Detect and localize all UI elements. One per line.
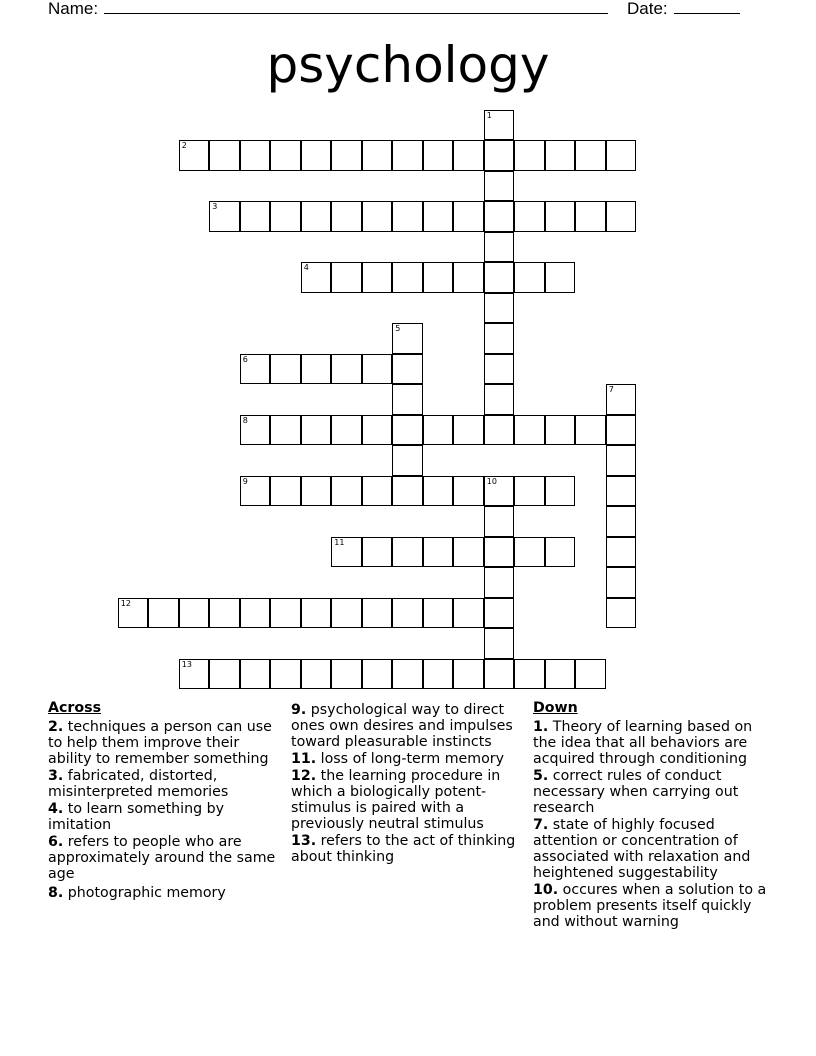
grid-cell[interactable] <box>545 262 576 293</box>
grid-cell[interactable] <box>484 598 515 629</box>
grid-cell[interactable] <box>240 476 271 507</box>
grid-cell[interactable] <box>484 293 515 324</box>
down-heading: Down <box>533 700 578 716</box>
clue-number: 8 <box>242 415 248 425</box>
grid-cell[interactable] <box>606 384 637 415</box>
grid-cell[interactable] <box>484 659 515 690</box>
grid-cell[interactable] <box>270 354 301 385</box>
grid-cell[interactable] <box>301 201 332 232</box>
grid-cell[interactable] <box>453 659 484 690</box>
grid-cell[interactable] <box>270 659 301 690</box>
grid-cell[interactable] <box>301 354 332 385</box>
grid-cell[interactable] <box>423 415 454 446</box>
grid-cell[interactable] <box>514 201 545 232</box>
grid-cell[interactable] <box>179 659 210 690</box>
grid-cell[interactable] <box>484 110 515 141</box>
grid-cell[interactable] <box>514 140 545 171</box>
grid-cell[interactable] <box>484 415 515 446</box>
grid-cell[interactable] <box>240 140 271 171</box>
grid-cell[interactable] <box>331 201 362 232</box>
grid-cell[interactable] <box>209 140 240 171</box>
grid-cell[interactable] <box>514 415 545 446</box>
grid-cell[interactable] <box>514 659 545 690</box>
grid-cell[interactable] <box>362 659 393 690</box>
across-clue-9: 9. psychological way to direct ones own desires and impulses toward pleasurable instincts <box>291 702 513 750</box>
grid-cell[interactable] <box>484 537 515 568</box>
across-clue-3: 3. fabricated, distorted, misinterpreted memories <box>48 768 229 800</box>
grid-cell[interactable] <box>331 262 362 293</box>
grid-cell[interactable] <box>484 567 515 598</box>
down-clue-5: 5. correct rules of conduct necessary when carrying out research <box>533 768 739 816</box>
grid-cell[interactable] <box>423 201 454 232</box>
across-heading: Across <box>48 700 102 716</box>
grid-cell[interactable] <box>301 659 332 690</box>
grid-cell[interactable] <box>392 476 423 507</box>
clue-number: 4 <box>303 263 309 273</box>
grid-cell[interactable] <box>514 537 545 568</box>
clue-number: 12 <box>120 598 131 608</box>
grid-cell[interactable] <box>270 201 301 232</box>
grid-cell[interactable] <box>606 415 637 446</box>
grid-cell[interactable] <box>209 201 240 232</box>
grid-cell[interactable] <box>270 598 301 629</box>
grid-cell[interactable] <box>240 201 271 232</box>
puzzle-title: psychology <box>266 36 550 94</box>
clue-number: 13 <box>181 659 192 669</box>
grid-cell[interactable] <box>331 537 362 568</box>
grid-cell[interactable] <box>362 476 393 507</box>
grid-cell[interactable] <box>423 537 454 568</box>
down-clues-column <box>533 700 769 931</box>
grid-cell[interactable] <box>453 415 484 446</box>
name-label: Name: <box>48 0 99 18</box>
grid-cell[interactable] <box>392 445 423 476</box>
grid-cell[interactable] <box>453 537 484 568</box>
grid-cell[interactable] <box>484 232 515 263</box>
across-clue-2: 2. techniques a person can use to help them improve their ability to remember something <box>48 719 272 767</box>
grid-cell[interactable] <box>362 201 393 232</box>
grid-cell[interactable] <box>392 659 423 690</box>
clue-number: 10 <box>486 476 497 486</box>
down-clue-1: 1. Theory of learning based on the idea that all behaviors are acquired through conditioning <box>533 719 753 767</box>
clue-number: 9 <box>242 476 248 486</box>
grid-cell[interactable] <box>331 415 362 446</box>
grid-cell[interactable] <box>392 354 423 385</box>
grid-cell[interactable] <box>606 140 637 171</box>
grid-cell[interactable] <box>606 201 637 232</box>
grid-cell[interactable] <box>392 384 423 415</box>
grid-cell[interactable] <box>392 201 423 232</box>
grid-cell[interactable] <box>209 598 240 629</box>
grid-cell[interactable] <box>484 384 515 415</box>
clue-number: 11 <box>334 537 345 547</box>
grid-cell[interactable] <box>484 171 515 202</box>
grid-cell[interactable] <box>575 140 606 171</box>
grid-cell[interactable] <box>331 140 362 171</box>
grid-cell[interactable] <box>209 659 240 690</box>
grid-cell[interactable] <box>453 140 484 171</box>
grid-cell[interactable] <box>453 262 484 293</box>
grid-cell[interactable] <box>240 415 271 446</box>
grid-cell[interactable] <box>453 201 484 232</box>
grid-cell[interactable] <box>270 476 301 507</box>
grid-cell[interactable] <box>423 598 454 629</box>
grid-cell[interactable] <box>453 476 484 507</box>
grid-cell[interactable] <box>575 415 606 446</box>
grid-cell[interactable] <box>606 537 637 568</box>
grid-cell[interactable] <box>362 598 393 629</box>
grid-cell[interactable] <box>179 598 210 629</box>
grid-cell[interactable] <box>545 140 576 171</box>
date-label: Date: <box>627 0 668 18</box>
grid-cell[interactable] <box>484 201 515 232</box>
grid-cell[interactable] <box>392 262 423 293</box>
grid-cell[interactable] <box>484 262 515 293</box>
clue-number: 1 <box>486 110 492 120</box>
grid-cell[interactable] <box>545 415 576 446</box>
grid-cell[interactable] <box>484 506 515 537</box>
across-clue-4: 4. to learn something by imitation <box>48 801 225 833</box>
grid-cell[interactable] <box>575 659 606 690</box>
grid-cell[interactable] <box>606 476 637 507</box>
down-clue-10: 10. occures when a solution to a problem presents itself quickly and without warning <box>533 882 767 930</box>
grid-cell[interactable] <box>392 415 423 446</box>
grid-cell[interactable] <box>423 262 454 293</box>
grid-cell[interactable] <box>179 140 210 171</box>
grid-cell[interactable] <box>484 140 515 171</box>
grid-cell[interactable] <box>362 262 393 293</box>
grid-cell[interactable] <box>392 598 423 629</box>
grid-cell[interactable] <box>545 659 576 690</box>
clue-number: 2 <box>181 141 187 151</box>
grid-cell[interactable] <box>545 201 576 232</box>
grid-cell[interactable] <box>484 323 515 354</box>
grid-cell[interactable] <box>240 659 271 690</box>
across-clue-6: 6. refers to people who are approximately around the same age <box>48 834 276 882</box>
grid-cell[interactable] <box>484 476 515 507</box>
grid-cell[interactable] <box>606 445 637 476</box>
across-clue-12: 12. the learning procedure in which a biologically potent-stimulus is paired with a previously neutral stimulus <box>291 768 501 832</box>
across-clue-8: 8. photographic memory <box>48 885 226 901</box>
grid-cell[interactable] <box>118 598 149 629</box>
grid-cell[interactable] <box>606 567 637 598</box>
grid-cell[interactable] <box>514 262 545 293</box>
grid-cell[interactable] <box>301 415 332 446</box>
grid-cell[interactable] <box>423 140 454 171</box>
grid-cell[interactable] <box>331 659 362 690</box>
grid-cell[interactable] <box>423 659 454 690</box>
clue-number: 6 <box>242 354 248 364</box>
grid-cell[interactable] <box>240 598 271 629</box>
grid-cell[interactable] <box>423 476 454 507</box>
grid-cell[interactable] <box>362 140 393 171</box>
grid-cell[interactable] <box>331 354 362 385</box>
grid-cell[interactable] <box>148 598 179 629</box>
grid-cell[interactable] <box>362 537 393 568</box>
grid-cell[interactable] <box>301 140 332 171</box>
clue-number: 3 <box>212 202 218 212</box>
grid-cell[interactable] <box>301 598 332 629</box>
grid-cell[interactable] <box>301 262 332 293</box>
across-clue-11: 11. loss of long-term memory <box>291 751 504 767</box>
grid-cell[interactable] <box>240 354 271 385</box>
across-clues-column-2 <box>291 702 527 866</box>
grid-cell[interactable] <box>484 628 515 659</box>
grid-cell[interactable] <box>362 354 393 385</box>
grid-cell[interactable] <box>392 537 423 568</box>
grid-cell[interactable] <box>606 598 637 629</box>
grid-cell[interactable] <box>301 476 332 507</box>
grid-cell[interactable] <box>484 354 515 385</box>
grid-cell[interactable] <box>453 598 484 629</box>
grid-cell[interactable] <box>270 140 301 171</box>
grid-cell[interactable] <box>606 506 637 537</box>
down-clue-7: 7. state of highly focused attention or concentration of associated with relaxation and heightened suggestability <box>533 817 751 881</box>
grid-cell[interactable] <box>331 476 362 507</box>
grid-cell[interactable] <box>575 201 606 232</box>
across-clue-13: 13. refers to the act of thinking about thinking <box>291 833 516 865</box>
grid-cell[interactable] <box>270 415 301 446</box>
grid-cell[interactable] <box>331 598 362 629</box>
grid-cell[interactable] <box>362 415 393 446</box>
grid-cell[interactable] <box>545 537 576 568</box>
grid-cell[interactable] <box>392 323 423 354</box>
clue-number: 5 <box>395 324 401 334</box>
across-clues-column-1 <box>48 700 284 902</box>
grid-cell[interactable] <box>392 140 423 171</box>
grid-cell[interactable] <box>545 476 576 507</box>
grid-cell[interactable] <box>514 476 545 507</box>
clue-number: 7 <box>608 385 614 395</box>
